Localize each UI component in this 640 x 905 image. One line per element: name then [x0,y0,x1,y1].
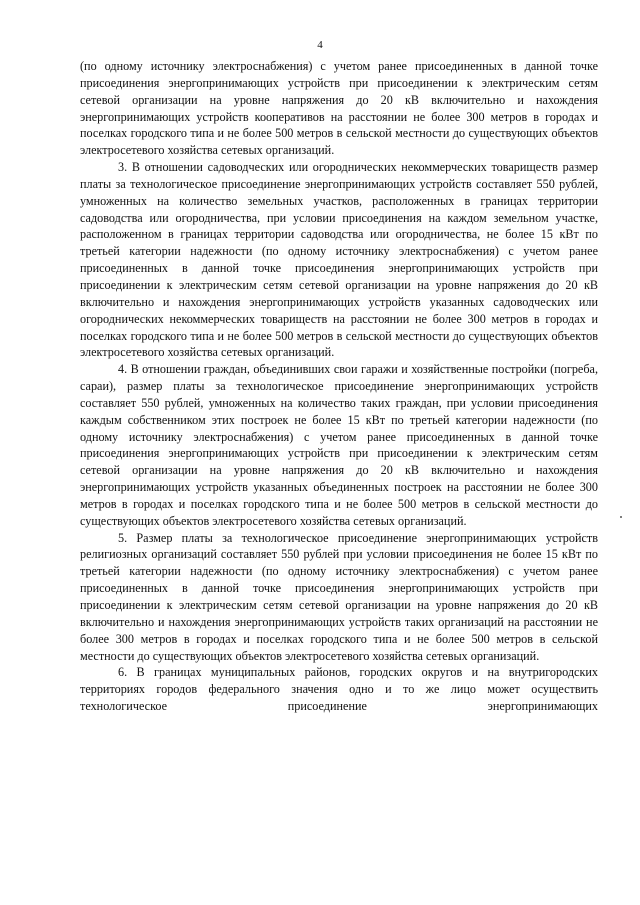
paragraph-continuation: (по одному источнику электроснабжения) с учетом ранее присоединенных в данной точке присоединения энергопринимающих устройств при присоединении к электрическим сетям сетевой организации на уровне напряжения до 20 кВ включительно и нахождения энергопринимающих устройств кооперативов на расстоянии не более 300 метров в городах и поселках городского типа и не более 500 метров в сельской местности до существующих объектов электросетевого хозяйства сетевых организаций. [80,59,598,158]
scan-speck [620,516,622,518]
page-number: 4 [317,39,323,51]
document-body [80,58,598,715]
paragraph-clause-3: 3. В отношении садоводческих или огороднических некоммерческих товариществ размер платы за технологическое присоединение энергопринимающих устройств составляет 550 рублей, умноженных на количество земельных участков, расположенных в границах территории садоводства или огородничества, при условии присоединения на каждом земельном участке, расположенном в границах территории садоводства или огородничества, не более 15 кВт по третьей категории надежности (по одному источнику электроснабжения) с учетом ранее присоединенных в данной точке присоединения энергопринимающих устройств при присоединении к электрическим сетям сетевой организации на уровне напряжения до 20 кВ включительно и нахождения энергопринимающих устройств указанных садоводческих или огороднических некоммерческих товариществ на расстоянии не более 300 метров в городах и поселках городского типа и не более 500 метров в сельской местности до существующих объектов электросетевого хозяйства сетевых организаций. [80,160,598,360]
paragraph-clause-5: 5. Размер платы за технологическое присоединение энергопринимающих устройств религиозных организаций составляет 550 рублей при условии присоединения не более 15 кВт по третьей категории надежности (по одному источнику электроснабжения) с учетом ранее присоединенных в данной точке присоединения энергопринимающих устройств при присоединении к электрическим сетям сетевой организации на уровне напряжения до 20 кВ включительно и нахождения энергопринимающих устройств таких организаций на расстоянии не более 300 метров в городах и поселках городского типа и не более 500 метров в сельской местности до существующих объектов электросетевого хозяйства сетевых организаций. [80,530,598,663]
paragraph-clause-4: 4. В отношении граждан, объединивших свои гаражи и хозяйственные постройки (погреба, сараи), размер платы за технологическое присоединение энергопринимающих устройств составляет 550 рублей, умноженных на количество таких граждан, при условии присоединения каждым собственником этих построек не более 15 кВт по третьей категории надежности (по одному источнику электроснабжения) с учетом ранее присоединенных в данной точке присоединения энергопринимающих устройств при присоединении к электрическим сетям сетевой организации на уровне напряжения до 20 кВ включительно и нахождения энергопринимающих устройств указанных объединенных построек на расстоянии не более 300 метров в городах и поселках городского типа и не более 500 метров в сельской местности до существующих объектов электросетевого хозяйства сетевых организаций. [80,362,598,528]
paragraph-clause-6: 6. В границах муниципальных районов, городских округов и на внутригородских территориях городов федерального значения одно и то же лицо может осуществить технологическое присоединение энергопринимающих [80,665,598,714]
